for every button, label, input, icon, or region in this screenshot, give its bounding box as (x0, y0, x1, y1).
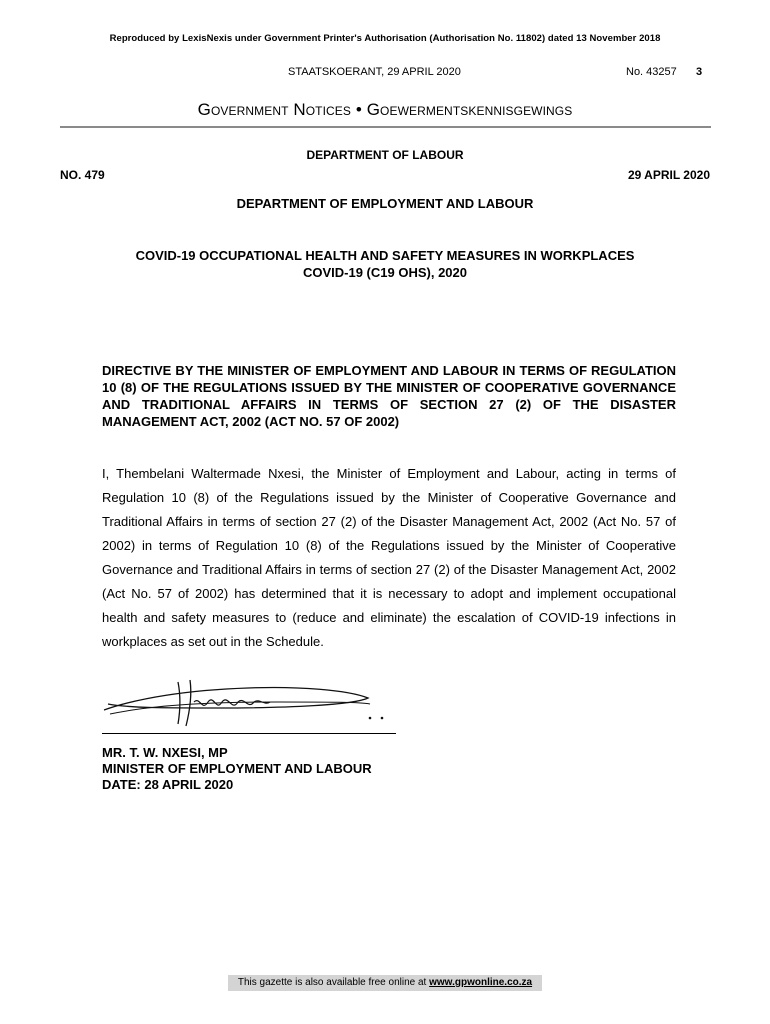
notices-title: Government Notices • Goewermentskennisgewings (197, 100, 573, 119)
signature-line (102, 733, 396, 734)
page-number: 3 (696, 66, 703, 78)
measures-title-line2: COVID-19 (C19 OHS), 2020 (302, 265, 467, 280)
reproduction-notice: Reproduced by LexisNexis under Government Printer's Authorisation (Authorisation No. 11802) dated 13 November 2018 (109, 33, 661, 44)
department-heading: DEPARTMENT OF LABOUR (306, 148, 464, 162)
measures-title (0, 247, 770, 281)
footer-link[interactable]: www.gpwonline.co.za (429, 977, 533, 988)
gazette-number: No. 43257 (626, 66, 677, 78)
signature (98, 672, 398, 737)
signatory-date: DATE: 28 APRIL 2020 (102, 777, 234, 792)
footer-banner (228, 975, 542, 991)
body-paragraph: I, Thembelani Waltermade Nxesi, the Minister of Employment and Labour, acting in terms of Regulation 10 (8) of the Regulations issued by the Minister of Cooperative Governance and Traditional Affairs in terms of section 27 (2) of the Disaster Management Act, 2002 (Act No. 57 of 2002) in terms of Regulation 10 (8) of the Regulations issued by the Minister of Cooperative Governance and Traditional Affairs in terms of section 27 (2) of the Disaster Management Act, 2002 (Act No. 57 of 2002) has determined that it is necessary to adopt and implement occupational health and safety measures to (reduce and eliminate) the escalation of COVID-19 infections in workplaces as set out in the Schedule. (102, 466, 676, 649)
department-title: DEPARTMENT OF EMPLOYMENT AND LABOUR (236, 196, 534, 211)
directive-heading: DIRECTIVE BY THE MINISTER OF EMPLOYMENT AND LABOUR IN TERMS OF REGULATION 10 (8) OF THE REGULATIONS ISSUED BY THE MINISTER OF COOPERATIVE GOVERNANCE AND TRADITIONAL AFFAIRS IN TERMS OF SECTION 27 (2) OF THE DISASTER MANAGEMENT ACT, 2002 (ACT NO. 57 OF 2002) (102, 363, 676, 429)
footer-text: This gazette is also available free online at (237, 977, 427, 988)
gazette-name-date: STAATSKOERANT, 29 APRIL 2020 (288, 66, 461, 78)
notice-number: NO. 479 (60, 168, 105, 182)
signatory-block (102, 745, 372, 793)
measures-title-line1: COVID-19 OCCUPATIONAL HEALTH AND SAFETY MEASURES IN WORKPLACES (135, 248, 635, 263)
signatory-name: MR. T. W. NXESI, MP (102, 745, 228, 760)
signatory-title: MINISTER OF EMPLOYMENT AND LABOUR (102, 761, 372, 776)
notice-date: 29 APRIL 2020 (627, 168, 710, 182)
header-divider (60, 126, 711, 128)
